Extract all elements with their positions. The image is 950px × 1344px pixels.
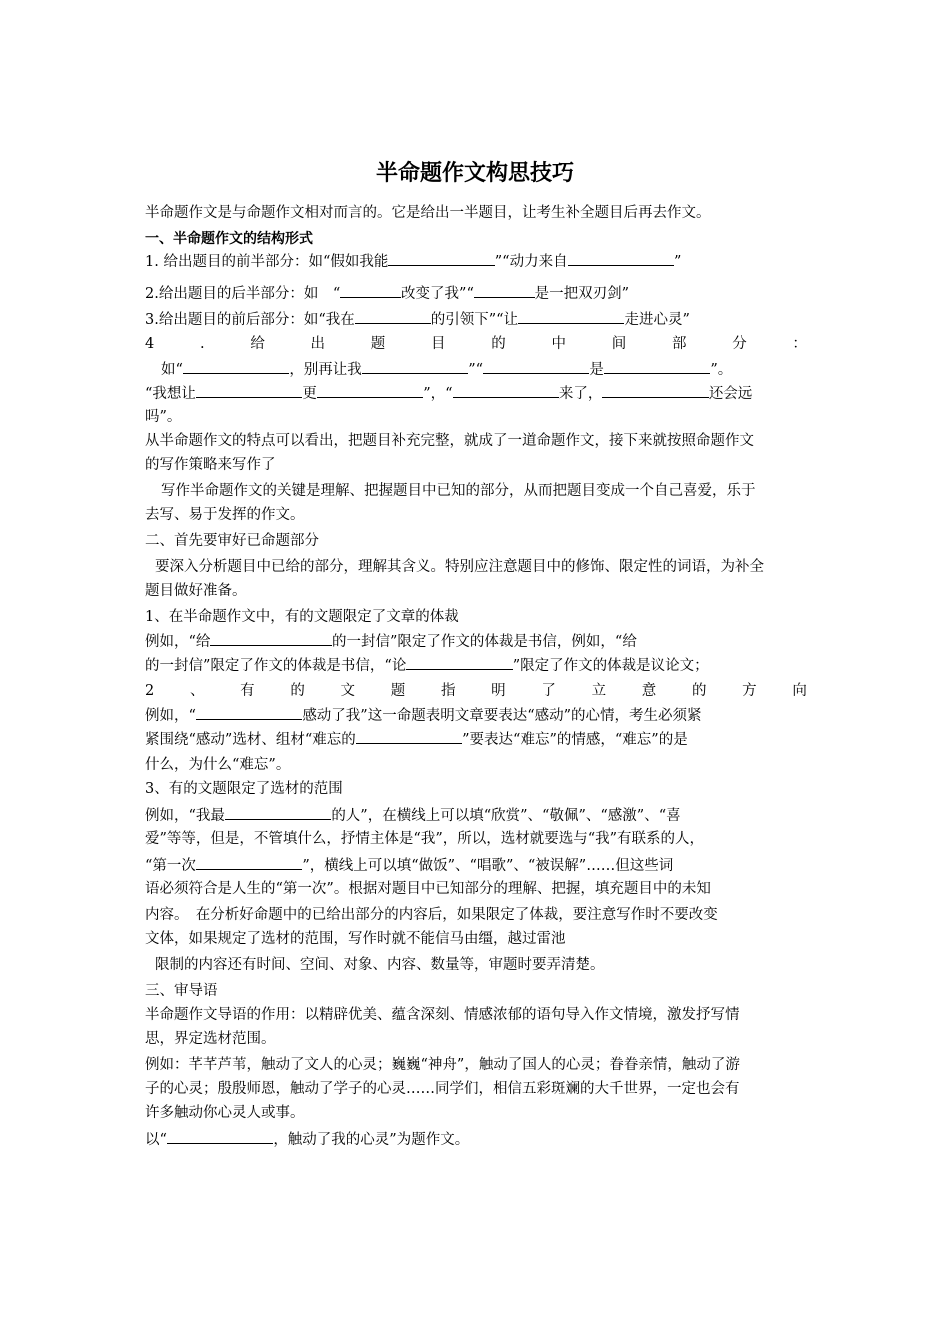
justified-char: 目 <box>431 336 446 352</box>
text-line: 紧围绕“感动”选材、组材“难忘的 ”要表达“难忘”的情感，“难忘”的是 <box>145 732 688 748</box>
justified-char: 意 <box>641 683 657 699</box>
text-line: 从半命题作文的特点可以看出，把题目补充完整，就成了一道命题作文，接下来就按照命题作文 <box>145 433 754 449</box>
fill-blank <box>453 384 559 398</box>
justified-char: 指 <box>440 683 456 699</box>
text-line: “第一次 ”，横线上可以填“做饭”、“唱歌”、“被误解”……但这些词 <box>145 858 674 874</box>
justified-char: 2 <box>145 683 155 699</box>
text-line: 如“ ，别再让我 ”“ 是 ”。 <box>161 362 733 378</box>
fill-blank <box>518 310 624 324</box>
justified-char: 分 <box>732 336 747 352</box>
text-line: 1、在半命题作文中，有的文题限定了文章的体裁 <box>145 609 459 625</box>
text-line: 3、有的文题限定了选材的范围 <box>145 781 343 797</box>
text-line: 三、审导语 <box>145 983 218 999</box>
justified-char: 的 <box>290 683 305 699</box>
text-line: 一、半命题作文的结构形式 <box>145 231 313 247</box>
justified-char: 、 <box>189 683 205 699</box>
text-line: 1. 给出题目的前半部分：如“假如我能 ”“动力来自 ” <box>145 254 682 270</box>
justified-char: . <box>199 336 205 352</box>
text-line: 要深入分析题目中已给的部分，理解其含义。特别应注意题目中的修饰、限定性的词语，为补全 <box>155 559 764 575</box>
fill-blank <box>317 384 423 398</box>
justified-char: 部 <box>671 336 687 352</box>
fill-blank <box>474 284 535 298</box>
justified-char: 出 <box>310 336 326 352</box>
justified-char: 立 <box>591 683 607 699</box>
justified-char: 明 <box>491 683 506 699</box>
text-line: 题目做好准备。 <box>145 583 247 599</box>
text-line: 爱”等等，但是，不管填什么，抒情主体是“我”，所以，选材就要选与“我”有联系的人， <box>145 831 705 847</box>
fill-blank <box>604 360 710 374</box>
justified-char: 的 <box>691 683 707 699</box>
justified-char: 题 <box>390 683 406 699</box>
text-line: 子的心灵；殷殷师恩，触动了学子的心灵……同学们，相信五彩斑斓的大千世界，一定也会有 <box>145 1081 740 1097</box>
fill-blank <box>340 284 401 298</box>
page-title: 半命题作文构思技巧 <box>375 161 574 186</box>
justified-char: 方 <box>742 683 757 699</box>
justified-char: 给 <box>250 336 265 352</box>
justified-char: 了 <box>541 683 556 699</box>
fill-blank <box>602 384 708 398</box>
justified-char: 文 <box>340 683 356 699</box>
justified-char: 4 <box>145 336 155 352</box>
text-line: 的一封信”限定了作文的体裁是书信，“论 ”限定了作文的体裁是议论文； <box>145 658 709 674</box>
text-line <box>145 682 807 700</box>
text-line: 例如，“我最 的人”，在横线上可以填“欣赏”、“敬佩”、“感激”、“喜 <box>145 808 681 824</box>
fill-blank <box>196 384 302 398</box>
fill-blank <box>388 252 494 266</box>
text-line: 吗”。 <box>145 409 182 425</box>
fill-blank <box>355 310 431 324</box>
fill-blank <box>362 360 468 374</box>
text-line: 以“ ，触动了我的心灵”为题作文。 <box>145 1132 470 1148</box>
text-line: 3.给出题目的前后部分：如“我在 的引领下”“让 走进心灵” <box>145 312 690 328</box>
justified-char: 题 <box>370 336 386 352</box>
text-line: 例如，“给 的一封信”限定了作文的体裁是书信，例如，“给 <box>145 634 637 650</box>
text-line: 去写、易于发挥的作文。 <box>145 507 305 523</box>
text-line: “我想让 更 ”，“ 来了， 还会远 <box>145 386 753 402</box>
text-line: 例如，“ 感动了我”这一命题表明文章要表达“感动”的心情，考生必须紧 <box>145 708 702 724</box>
text-line: 二、首先要审好已命题部分 <box>145 533 319 549</box>
text-line: 的写作策略来写作了 <box>145 457 276 473</box>
fill-blank <box>483 360 589 374</box>
text-line: 半命题作文导语的作用：以精辟优美、蕴含深刻、情感浓郁的语句导入作文情境，激发抒写情 <box>145 1007 740 1023</box>
justified-char: ： <box>792 336 807 352</box>
text-line: 限制的内容还有时间、空间、对象、内容、数量等，审题时要弄清楚。 <box>155 957 605 973</box>
fill-blank <box>167 1130 273 1144</box>
text-line: 什么，为什么“难忘”。 <box>145 757 291 773</box>
fill-blank <box>356 730 462 744</box>
text-line: 写作半命题作文的关键是理解、把握题目中已知的部分，从而把题目变成一个自己喜爱，乐于 <box>161 483 756 499</box>
fill-blank <box>406 656 512 670</box>
fill-blank <box>568 252 674 266</box>
justified-char: 有 <box>240 683 255 699</box>
fill-blank <box>225 806 331 820</box>
text-line: 半命题作文是与命题作文相对而言的。它是给出一半题目，让考生补全题目后再去作文。 <box>145 205 711 221</box>
justified-char: 向 <box>792 683 807 699</box>
text-line: 内容。 在分析好命题中的已给出部分的内容后，如果限定了体裁，要注意写作时不要改变 <box>145 907 718 923</box>
justified-char: 中 <box>551 336 566 352</box>
fill-blank <box>183 360 289 374</box>
justified-char: 间 <box>611 336 627 352</box>
text-line <box>145 335 807 353</box>
text-line: 许多触动你心灵人或事。 <box>145 1105 305 1121</box>
justified-char: 的 <box>491 336 506 352</box>
text-line: 思，界定选材范围。 <box>145 1031 276 1047</box>
fill-blank <box>196 856 302 870</box>
fill-blank <box>210 632 332 646</box>
text-line: 例如：芊芊芦苇，触动了文人的心灵；巍巍“神舟”，触动了国人的心灵；眷眷亲情，触动了游 <box>145 1057 740 1073</box>
fill-blank <box>196 706 302 720</box>
text-line: 语必须符合是人生的“第一次”。根据对题目中已知部分的理解、把握，填充题目中的未知 <box>145 881 711 897</box>
text-line: 文体，如果规定了选材的范围，写作时就不能信马由缰，越过雷池 <box>145 931 566 947</box>
text-line: 2.给出题目的后半部分：如 “ 改变了我”“ 是一把双刃剑” <box>145 286 630 302</box>
